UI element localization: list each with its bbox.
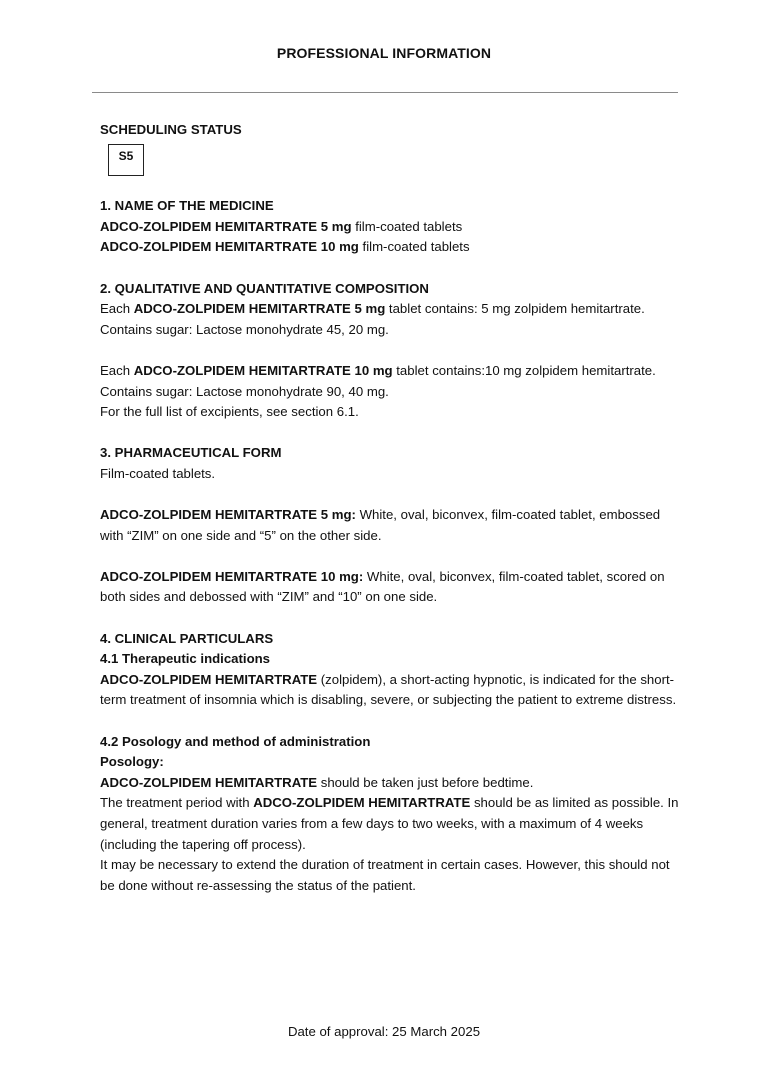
section-4-2-heading: 4.2 Posology and method of administration: [100, 733, 371, 749]
schedule-badge: S5: [108, 144, 144, 176]
section-4-1-heading: 4.1 Therapeutic indications: [100, 651, 271, 667]
scheduling-heading: SCHEDULING STATUS: [100, 122, 242, 137]
medicine-name-5mg: ADCO-ZOLPIDEM HEMITARTRATE 5 mg film-coated tablets: [100, 218, 463, 234]
excipients-note: For the full list of excipients, see section 6.1.: [100, 404, 359, 420]
therapeutic-indications: ADCO-ZOLPIDEM HEMITARTRATE (zolpidem), a short-acting hypnotic, is indicated for the short- term treatment of insomnia which is disabling, severe, or subjecting the patient to extreme distress.: [100, 671, 677, 708]
document-body: [100, 120, 680, 896]
tablet-description-10mg: ADCO-ZOLPIDEM HEMITARTRATE 10 mg: White, oval, biconvex, film-coated tablet, scored on both sides and debossed with “ZIM” and “10” on one side.: [100, 568, 665, 605]
sugar-5mg: Contains sugar: Lactose monohydrate 45, 20 mg.: [100, 321, 389, 337]
section-3-heading: 3. PHARMACEUTICAL FORM: [100, 445, 282, 461]
page-title: PROFESSIONAL INFORMATION: [276, 45, 492, 61]
section-2-heading: 2. QUALITATIVE AND QUANTITATIVE COMPOSITION: [100, 280, 429, 296]
composition-10mg: Each ADCO-ZOLPIDEM HEMITARTRATE 10 mg tablet contains:10 mg zolpidem hemitartrate.: [100, 362, 656, 378]
composition-5mg: Each ADCO-ZOLPIDEM HEMITARTRATE 5 mg tablet contains: 5 mg zolpidem hemitartrate.: [100, 301, 645, 317]
sugar-10mg: Contains sugar: Lactose monohydrate 90, 40 mg.: [100, 383, 389, 399]
approval-date: Date of approval: 25 March 2025: [287, 1024, 481, 1039]
medicine-name-10mg: ADCO-ZOLPIDEM HEMITARTRATE 10 mg film-coated tablets: [100, 239, 470, 255]
pharmaceutical-form: Film-coated tablets.: [100, 465, 216, 481]
header-divider: [92, 92, 678, 93]
posology-bedtime: ADCO-ZOLPIDEM HEMITARTRATE should be taken just before bedtime.: [100, 774, 534, 790]
tablet-description-5mg: ADCO-ZOLPIDEM HEMITARTRATE 5 mg: White, oval, biconvex, film-coated tablet, embossed with “ZIM” on one side and “5” on the other side.: [100, 507, 661, 543]
section-1-heading: 1. NAME OF THE MEDICINE: [100, 198, 274, 214]
posology-label: Posology:: [100, 754, 164, 770]
posology-duration: The treatment period with ADCO-ZOLPIDEM HEMITARTRATE should be as limited as possible. In general, treatment duration varies from a few days to two weeks, with a maximum of 4 weeks (including the tapering off process).: [100, 795, 679, 852]
section-4-heading: 4. CLINICAL PARTICULARS: [100, 630, 274, 646]
posology-extension: It may be necessary to extend the duration of treatment in certain cases. However, this should not be done without re-assessing the status of the patient.: [100, 857, 670, 893]
